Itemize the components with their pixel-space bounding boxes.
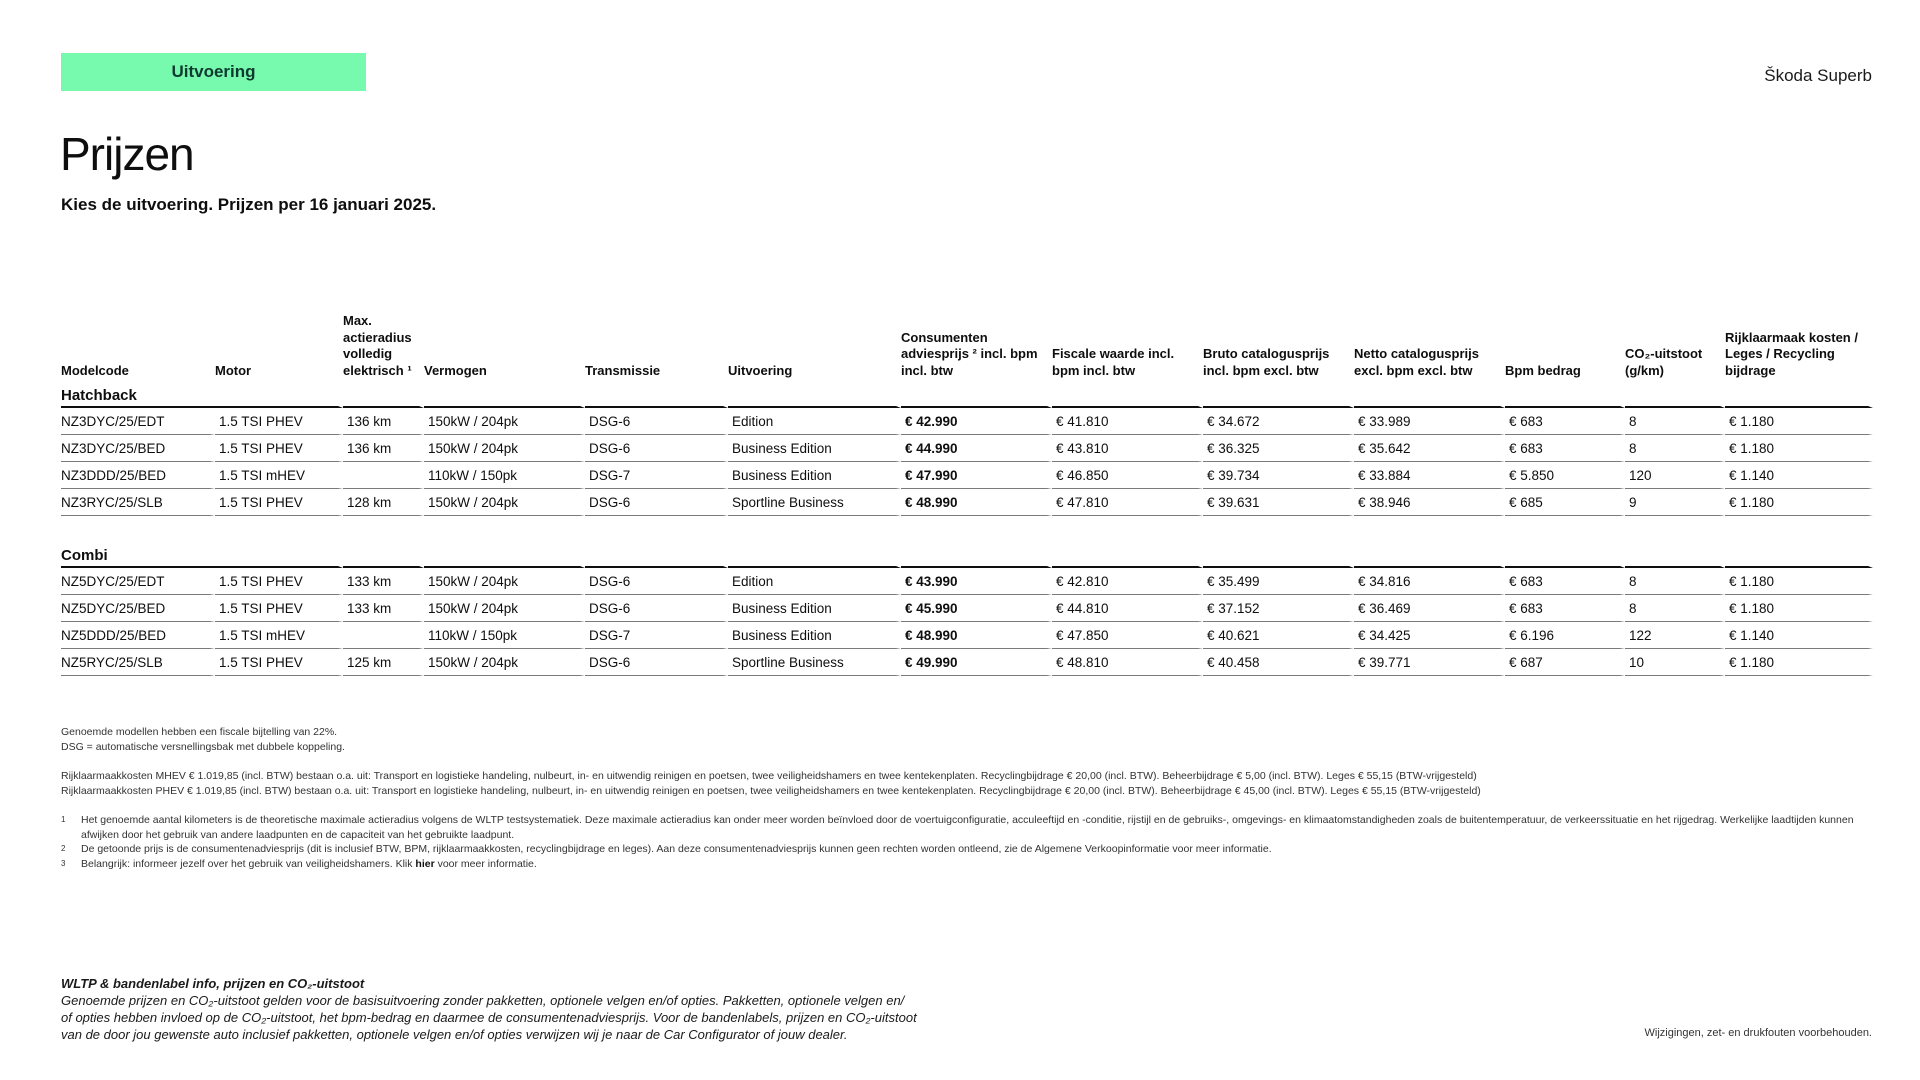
table-cell: € 683 [1505,568,1625,595]
table-cell: € 37.152 [1203,595,1354,622]
group-rule-cell [343,384,424,408]
column-header: CO₂-uitstoot (g/km) [1625,346,1703,378]
brand-label: Škoda Superb [1764,66,1872,85]
table-cell: 110kW / 150pk [424,462,585,489]
table-cell: € 1.180 [1725,435,1873,462]
table-cell: € 683 [1505,595,1625,622]
group-rule-cell [1203,544,1354,568]
table-cell: DSG-6 [585,595,728,622]
column-header: Motor [215,362,252,378]
spacer-cell [61,516,1873,544]
table-cell: 120 [1625,462,1725,489]
table-row [61,408,1873,435]
column-header: Consumenten adviesprijs ² incl. bpm incl. btw [901,329,1038,378]
table-cell: 1.5 TSI PHEV [215,408,343,435]
table-cell: € 48.810 [1052,649,1203,676]
group-rule-cell [343,544,424,568]
group-rule-cell [901,544,1052,568]
table-cell: NZ5DYC/25/BED [61,595,215,622]
table-cell: € 47.990 [901,462,1052,489]
table-cell: € 40.621 [1203,622,1354,649]
table-cell: 110kW / 150pk [424,622,585,649]
table-cell: € 34.816 [1354,568,1505,595]
table-cell: € 39.734 [1203,462,1354,489]
table-cell: 150kW / 204pk [424,408,585,435]
table-cell: 133 km [343,568,424,595]
table-cell: € 1.180 [1725,489,1873,516]
table-cell: Sportline Business [728,489,901,516]
footnote-text [81,857,1871,872]
table-cell: € 33.989 [1354,408,1505,435]
table-cell: Edition [728,408,901,435]
group-rule-cell [1052,384,1203,408]
wltp-heading: WLTP & bandenlabel info, prijzen en CO₂-uitstoot [61,976,365,991]
table-cell: € 43.810 [1052,435,1203,462]
table-cell: € 685 [1505,489,1625,516]
table-cell: 150kW / 204pk [424,649,585,676]
table-row [61,462,1873,489]
table-cell: 150kW / 204pk [424,595,585,622]
footnote-text: De getoonde prijs is de consumentenadviesprijs (dit is inclusief BTW, BPM, rijklaarmaakkosten, recyclingbijdrage en leges). Aan deze consumentenadviesprijs kunnen geen rechten worden ontleend, zie de Algemene Verkoopinformatie voor meer informatie. [81,843,1272,855]
group-title: Combi [61,544,343,568]
wltp-line: of opties hebben invloed op de CO₂-uitstoot, het bpm-bedrag en daarmee de consumentenadviesprijs. Voor de bandenlabels, prijzen en CO₂-uitstoot [61,1010,917,1025]
table-cell: Sportline Business [728,649,901,676]
general-notes [61,725,1871,754]
table-cell: 8 [1625,435,1725,462]
group-rule-cell [1625,384,1725,408]
table-cell: 1.5 TSI PHEV [215,649,343,676]
group-rule-cell [1725,544,1873,568]
wltp-line: Genoemde prijzen en CO₂-uitstoot gelden voor de basisuitvoering zonder pakketten, optionele velgen en/of opties. Pakketten, optionele velgen en/ [61,993,905,1008]
column-header: Netto catalogusprijs excl. bpm excl. btw [1354,346,1479,378]
table-cell: € 36.325 [1203,435,1354,462]
group-rule-cell [1625,544,1725,568]
table-row [61,489,1873,516]
footnote [61,813,1871,842]
group-rule-cell [1505,544,1625,568]
table-cell: Business Edition [728,595,901,622]
table-cell: € 39.631 [1203,489,1354,516]
table-cell: 1.5 TSI PHEV [215,489,343,516]
table-cell: € 1.140 [1725,622,1873,649]
price-table [61,312,1873,676]
group-rule-cell [1203,384,1354,408]
table-cell: NZ3DYC/25/BED [61,435,215,462]
table-cell: Business Edition [728,435,901,462]
table-cell: 136 km [343,408,424,435]
table-cell: DSG-6 [585,568,728,595]
table-cell: 10 [1625,649,1725,676]
group-rule-cell [1052,544,1203,568]
table-cell: € 35.642 [1354,435,1505,462]
table-cell: € 45.990 [901,595,1052,622]
table-cell: NZ3RYC/25/SLB [61,489,215,516]
table-cell: 9 [1625,489,1725,516]
table-cell: 136 km [343,435,424,462]
table-cell: NZ3DDD/25/BED [61,462,215,489]
table-cell [343,462,424,489]
table-cell: Business Edition [728,622,901,649]
footnote [61,857,1871,872]
table-cell: € 683 [1505,435,1625,462]
group-rule-cell [585,544,728,568]
footnote-text-after: voor meer informatie. [434,857,537,870]
table-cell: NZ5DDD/25/BED [61,622,215,649]
footnote-text: Het genoemde aantal kilometers is de theoretische maximale actieradius volgens de WLTP testsystematiek. Deze maximale actieradius kan onder meer worden beïnvloed door de voertuigconfiguratie, acculeeftijd en -conditie, rijstijl en de gebruiks-, omgevings- en klimaatomstandigheden zoals de buitentemperatuur, de verkeerssituatie en het rijgedrag. Werkelijke laadtijden kunnen afwijken door het gebruik van andere laadpunten en de capaciteit van het gebruikte laadpunt. [81,814,1854,841]
group-rule-cell [728,544,901,568]
table-cell: DSG-7 [585,462,728,489]
section-tag: Uitvoering [61,53,366,91]
price-table-header [61,312,1873,384]
footnote-text-before: Belangrijk: informeer jezelf over het gebruik van veiligheidshamers. Klik [81,857,416,870]
table-cell: € 34.425 [1354,622,1505,649]
price-table-body [61,384,1873,676]
group-spacer [61,516,1873,544]
table-cell: DSG-6 [585,489,728,516]
group-rule-cell [1505,384,1625,408]
table-cell: € 33.884 [1354,462,1505,489]
table-row [61,568,1873,595]
table-cell: € 683 [1505,408,1625,435]
table-cell: € 1.180 [1725,408,1873,435]
column-header: Bpm bedrag [1505,362,1581,378]
group-header-row [61,544,1873,568]
page-title: Prijzen [60,128,194,180]
table-cell: € 39.771 [1354,649,1505,676]
notes [61,725,1871,871]
table-cell: NZ3DYC/25/EDT [61,408,215,435]
table-cell: 150kW / 204pk [424,435,585,462]
table-cell: € 49.990 [901,649,1052,676]
table-row [61,622,1873,649]
note-line: Rijklaarmaakkosten PHEV € 1.019,85 (incl. BTW) bestaan o.a. uit: Transport en logistieke handeling, nulbeurt, in- en uitwendig reinigen en poetsen, twee veiligheidshamers en twee kentekenplaten. Recyclingbijdrage € 20,00 (incl. BTW). Beheerbijdrage € 45,00 (incl. BTW). Leges € 55,15 (BTW-vrijgesteld) [61,784,1481,797]
footnote-number: 3 [61,858,66,868]
column-header: Uitvoering [728,362,793,378]
column-header: Modelcode [61,362,129,378]
table-cell: € 687 [1505,649,1625,676]
table-cell: € 43.990 [901,568,1052,595]
column-header: Bruto catalogusprijs incl. bpm excl. btw [1203,346,1330,378]
table-cell: 1.5 TSI mHEV [215,462,343,489]
table-cell: 1.5 TSI PHEV [215,595,343,622]
table-cell: Edition [728,568,901,595]
column-header: Max. actieradius volledig elektrisch ¹ [343,313,412,378]
table-cell: € 5.850 [1505,462,1625,489]
table-cell: € 6.196 [1505,622,1625,649]
table-cell: € 42.810 [1052,568,1203,595]
table-cell: 150kW / 204pk [424,489,585,516]
table-cell: € 41.810 [1052,408,1203,435]
table-cell: € 44.990 [901,435,1052,462]
table-cell: 125 km [343,649,424,676]
table-cell: € 40.458 [1203,649,1354,676]
table-cell: € 1.140 [1725,462,1873,489]
table-cell: € 1.180 [1725,595,1873,622]
table-cell: € 44.810 [1052,595,1203,622]
page-subtitle: Kies de uitvoering. Prijzen per 16 januari 2025. [61,195,437,214]
table-cell: € 38.946 [1354,489,1505,516]
table-cell: 1.5 TSI PHEV [215,568,343,595]
column-header: Rijklaarmaak kosten / Leges / Recycling bijdrage [1725,329,1858,378]
table-cell: DSG-6 [585,649,728,676]
group-rule-cell [1725,384,1873,408]
group-rule-cell [424,384,585,408]
group-header-row [61,384,1873,408]
column-header: Transmissie [585,362,661,378]
group-rule-cell [728,384,901,408]
table-cell [343,622,424,649]
table-row [61,649,1873,676]
table-row [61,595,1873,622]
table-cell: € 42.990 [901,408,1052,435]
group-rule-cell [1354,544,1505,568]
table-cell: 150kW / 204pk [424,568,585,595]
table-cell: € 47.850 [1052,622,1203,649]
table-cell: DSG-7 [585,622,728,649]
footnotes [61,813,1871,871]
table-cell: € 47.810 [1052,489,1203,516]
table-cell: 128 km [343,489,424,516]
table-cell: 8 [1625,408,1725,435]
table-cell: NZ5RYC/25/SLB [61,649,215,676]
table-cell: € 1.180 [1725,568,1873,595]
group-rule-cell [1354,384,1505,408]
wltp-line: van de door jou gewenste auto inclusief pakketten, optionele velgen en/of opties verwijzen wij je naar de Car Configurator of jouw dealer. [61,1027,848,1042]
group-rule-cell [585,384,728,408]
more-info-link[interactable]: hier [415,857,435,870]
table-cell: 1.5 TSI PHEV [215,435,343,462]
note-line: DSG = automatische versnellingsbak met dubbele koppeling. [61,740,345,753]
table-cell: Business Edition [728,462,901,489]
table-cell: 122 [1625,622,1725,649]
table-cell: DSG-6 [585,435,728,462]
wltp-info [61,975,961,1043]
table-cell: 8 [1625,595,1725,622]
footnote-number: 1 [61,815,66,824]
table-cell: DSG-6 [585,408,728,435]
table-cell: € 48.990 [901,622,1052,649]
column-header: Fiscale waarde incl. bpm incl. btw [1052,346,1175,378]
table-cell: 1.5 TSI mHEV [215,622,343,649]
footnote [61,842,1871,857]
table-cell: € 46.850 [1052,462,1203,489]
table-row [61,435,1873,462]
disclaimer: Wijzigingen, zet- en drukfouten voorbehouden. [1644,1027,1872,1039]
table-cell: 133 km [343,595,424,622]
table-cell: € 1.180 [1725,649,1873,676]
note-line: Rijklaarmaakkosten MHEV € 1.019,85 (incl. BTW) bestaan o.a. uit: Transport en logistieke handeling, nulbeurt, in- en uitwendig reinigen en poetsen, twee veiligheidshamers en twee kentekenplaten. Recyclingbijdrage € 20,00 (incl. BTW). Beheerbijdrage € 5,00 (incl. BTW). Leges € 55,15 (BTW-vrijgesteld) [61,770,1477,782]
table-cell: € 34.672 [1203,408,1354,435]
group-rule-cell [424,544,585,568]
table-cell: € 35.499 [1203,568,1354,595]
group-rule-cell [901,384,1052,408]
group-title: Hatchback [61,384,343,408]
table-cell: € 36.469 [1354,595,1505,622]
table-cell: NZ5DYC/25/EDT [61,568,215,595]
footnote-number: 2 [61,844,66,853]
cost-notes [61,769,1871,798]
table-cell: 8 [1625,568,1725,595]
column-header: Vermogen [424,362,487,378]
table-cell: € 48.990 [901,489,1052,516]
note-line: Genoemde modellen hebben een fiscale bijtelling van 22%. [61,726,338,738]
